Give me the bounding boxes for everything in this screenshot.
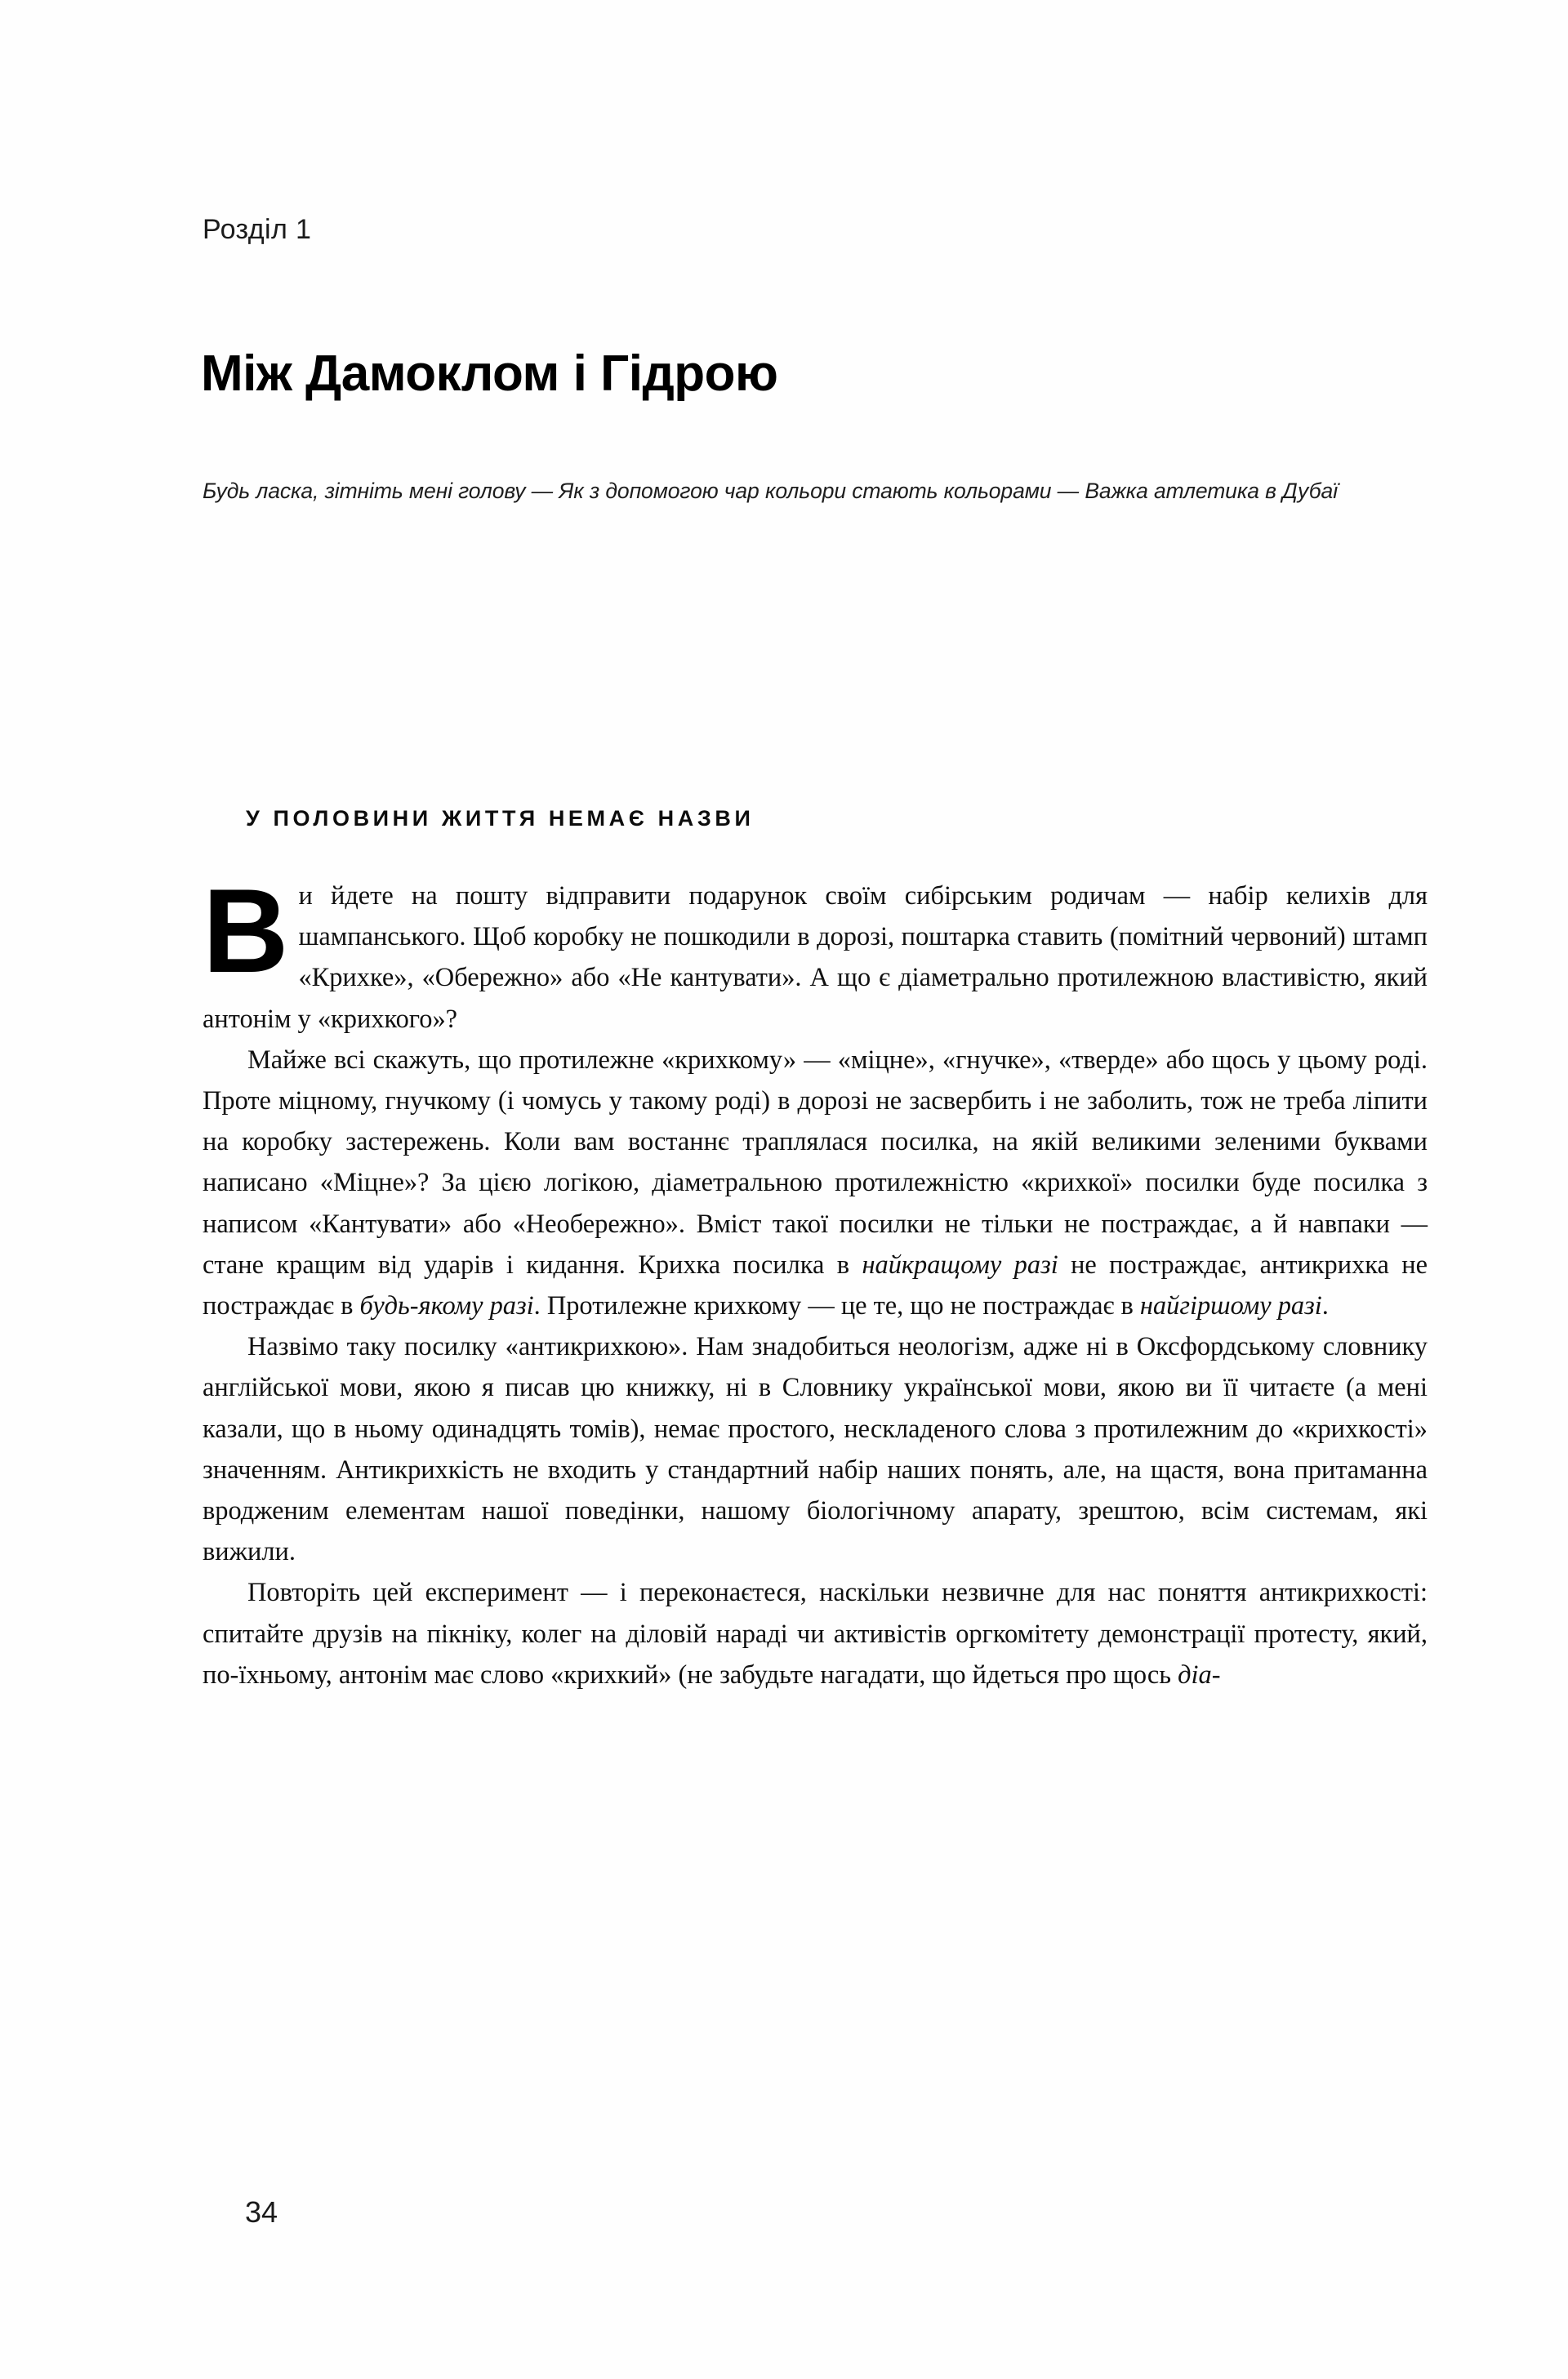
paragraph-3-text: Назвімо таку посилку «антикрихкою». Нам знадобиться неологізм, адже ні в Оксфордському словнику англійської мови, якою я писав цю книжку, ні в Словнику української мови, якою ви її читаєте (а мені казали, що в ньому одинадцять томів), немає простого, нескладеного слова з протилежним до «крихкості» значенням. Антикрихкість не входить у стандартний набір наших понять, але, на щастя, вона притаманна вродженим елементам нашої поведінки, нашому біологічному апарату, зрештою, всім системам, які вижили. xyxy=(203,1332,1428,1567)
paragraph-1 xyxy=(203,864,1428,1040)
paragraph-2-text-a: Майже всі скажуть, що протилежне «крихкому» — «міцне», «гнучке», «тверде» або щось у цьому роді. Проте міцному, гнучкому (і чомусь у такому роді) в дорозі не засвербить і не заболить, тож не треба ліпити на коробку застережень. Коли вам востаннє траплялася посилка, на якій великими зеленими буквами написано «Міцне»? За цією логікою, діаметральною протилежністю «крихкої» посилки буде посилка з написом «Кантувати» або «Необережно». Вміст такої посилки не тільки не постраждає, а й навпаки — стане кращим від ударів і кидання. Крихка посилка в xyxy=(203,1045,1428,1280)
paragraph-2-text-b: не постраждає, антикрихка не постраждає в xyxy=(203,1250,1428,1321)
paragraph-4-text-a: Повторіть цей експеримент — і переконаєтеся, наскільки незвичне для нас поняття антикрихкості: спитайте друзів на пікніку, колег на діловій нараді чи активістів оргкомітету демонстрації протесту, який, по-їхньому, антонім має слово «крихкий» (не забудьте нагадати, що йдеться про щось xyxy=(203,1578,1428,1690)
paragraph-2 xyxy=(203,1040,1428,1326)
page-number: 34 xyxy=(245,2195,278,2229)
paragraph-2-text-c: . Протилежне крихкому — це те, що не постраждає в xyxy=(533,1291,1140,1321)
paragraph-1-text: и йдете на пошту відправити подарунок своїм сибірським родичам — набір келихів для шампанського. Щоб коробку не пошкодили в дорозі, поштарка ставить (помітний червоний) штамп «Крихке», «Обережно» або «Не кантувати». А що є діаметрально протилежною властивістю, який антонім у «крихкого»? xyxy=(203,881,1428,1034)
paragraph-4 xyxy=(203,1572,1428,1695)
paragraph-2-emphasis-2: будь-якому разі xyxy=(359,1291,534,1321)
section-heading: У ПОЛОВИНИ ЖИТТЯ НЕМАЄ НАЗВИ xyxy=(246,806,755,831)
paragraph-2-text-d: . xyxy=(1321,1291,1329,1321)
paragraph-2-emphasis-3: найгіршому разі xyxy=(1139,1291,1322,1321)
paragraph-2-emphasis-1: найкращому разі xyxy=(862,1250,1058,1280)
paragraph-4-emphasis-1: діа- xyxy=(1178,1660,1221,1690)
chapter-title: Між Дамоклом і Гідрою xyxy=(201,345,778,402)
chapter-summary: Будь ласка, зітніть мені голову — Як з допомогою чар кольори стають кольорами — Важка атлетика в Дубаї xyxy=(203,479,1338,503)
paragraph-3 xyxy=(203,1326,1428,1572)
drop-cap: В xyxy=(203,864,289,997)
chapter-label: Розділ 1 xyxy=(203,214,312,245)
body-text xyxy=(203,864,1428,1695)
